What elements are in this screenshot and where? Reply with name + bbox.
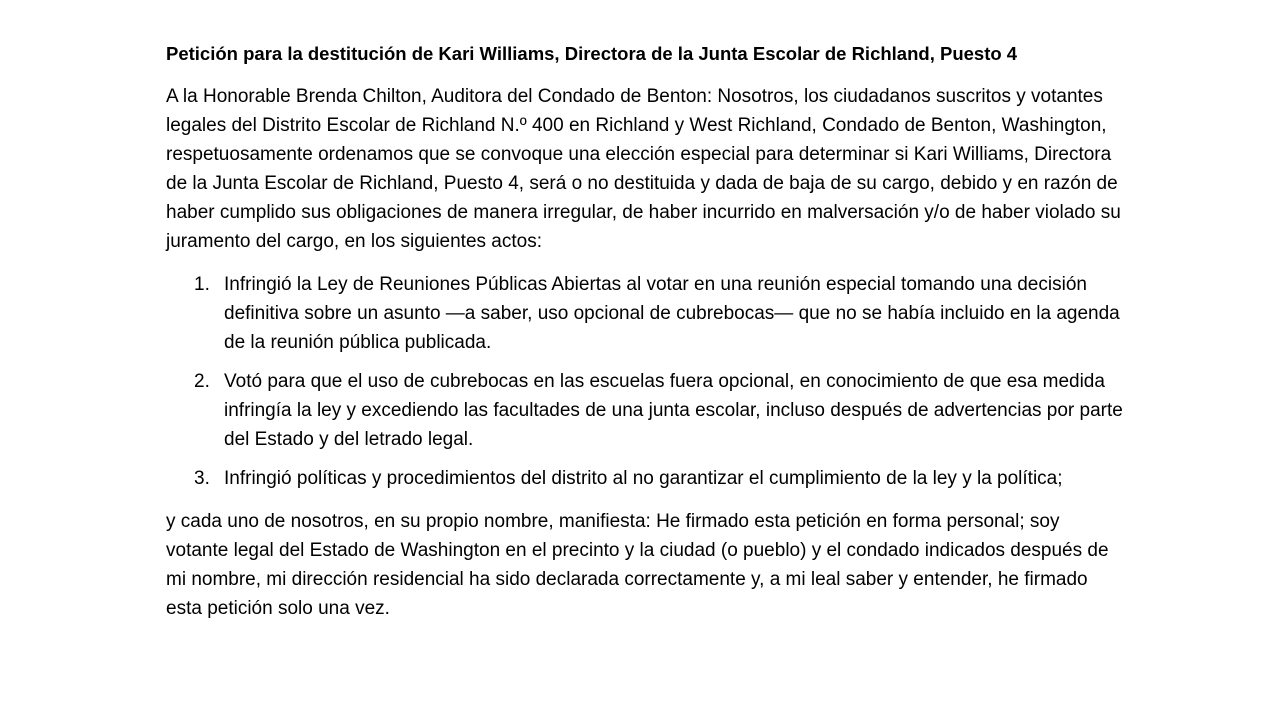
closing-paragraph: y cada uno de nosotros, en su propio nombre, manifiesta: He firmado esta petición en forma personal; soy votante legal del Estado de Washington en el precinto y la ciudad (o pueblo) y el condado indicados después de mi nombre, mi dirección residencial ha sido declarada correctamente y, a mi leal saber y entender, he firmado esta petición solo una vez. — [166, 511, 1109, 619]
acts-list — [166, 270, 1126, 493]
list-item — [166, 367, 1126, 454]
list-item-text: Infringió la Ley de Reuniones Públicas Abiertas al votar en una reunión especial tomando una decisión definitiva sobre un asunto —a saber, uso opcional de cubrebocas— que no se había incluido en la agenda de la reunión pública publicada. — [224, 274, 1120, 353]
list-item-number: 1. — [194, 274, 210, 295]
document-title: Petición para la destitución de Kari Williams, Directora de la Junta Escolar de Richland, Puesto 4 — [166, 43, 1018, 64]
list-item — [166, 464, 1126, 493]
document-content — [166, 40, 1126, 623]
intro-paragraph: A la Honorable Brenda Chilton, Auditora del Condado de Benton: Nosotros, los ciudadanos suscritos y votantes legales del Distrito Escolar de Richland N.º 400 en Richland y West Richland, Condado de Benton, Washington, respetuosamente ordenamos que se convoque una elección especial para determinar si Kari Williams, Directora de la Junta Escolar de Richland, Puesto 4, será o no destituida y dada de baja de su cargo, debido y en razón de haber cumplido sus obligaciones de manera irregular, de haber incurrido en malversación y/o de haber violado su juramento del cargo, en los siguientes actos: — [166, 86, 1121, 252]
list-item-number: 2. — [194, 371, 210, 392]
list-item-text: Votó para que el uso de cubrebocas en las escuelas fuera opcional, en conocimiento de que esa medida infringía la ley y excediendo las facultades de una junta escolar, incluso después de advertencias por parte del Estado y del letrado legal. — [224, 371, 1123, 450]
list-item-number: 3. — [194, 468, 210, 489]
list-item-text: Infringió políticas y procedimientos del distrito al no garantizar el cumplimiento de la ley y la política; — [224, 468, 1063, 489]
list-item — [166, 270, 1126, 357]
